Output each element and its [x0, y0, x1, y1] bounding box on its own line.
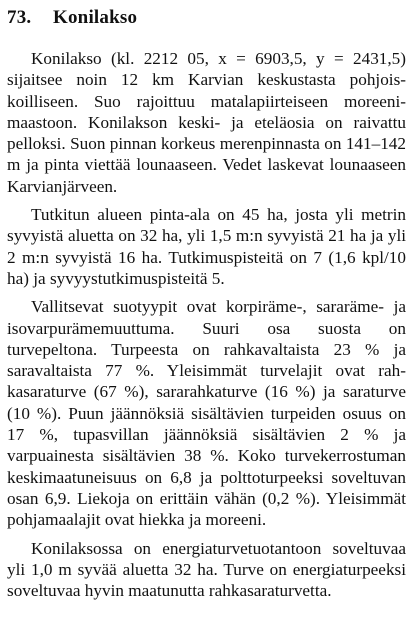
section-body — [7, 48, 406, 601]
paragraph-area: Tutkitun alueen pinta-ala on 45 ha, josta yli metrin syvyistä aluetta on 32 ha, yli 1,5 m:n syvyistä 21 ha ja yli 2 m:n syvyistä 16 ha. Tutkimuspisteitä on 7 (1,6 kpl/10 ha) ja syvyystutkimuspisteitä 5. — [7, 205, 406, 288]
section-number: 73. — [7, 7, 32, 28]
paragraph-peat-types: Vallitsevat suotyypit ovat korpiräme-, sararäme- ja isovarpurämemuuttuma. Suuri osa suosta on turvepeltona. Turpeesta on rahkavaltaista 23 % ja saravaltaista 77 %. Yleisimmät turvelajit ovat rahkasaraturve (67 %), sararahkaturve (16 %) ja saraturve (10 %). Puun jäännöksiä sisältävien turpeiden osuus on 17 %, tupasvillan jäännöksiä sisältävien 2 % ja varpuainesta sisältävien 38 %. Koko turvekerrostuman keskimaatuneisuus on 6,8 ja polttoturpeeksi soveltuvan osan 6,9. Liekoja on erittäin vähän (0,2 %). Yleisimmät pohjamaalajit ovat hiekka ja moreeni. — [7, 297, 406, 530]
section-title: Konilakso — [53, 7, 138, 28]
section-heading — [7, 2, 137, 34]
paragraph-energy-peat: Konilaksossa on energiaturvetuotantoon soveltuvaa yli 1,0 m syvää aluetta 32 ha. Turve on energiaturpeeksi soveltuvaa hyvin maatunutta rahkasaraturvetta. — [7, 538, 406, 601]
paragraph-location: Konilakso (kl. 2212 05, x = 6903,5, y = 2431,5) sijaitsee noin 12 km Karvian keskustasta pohjoiskoilliseen. Suo rajoittuu matalapiirteiseen moreenimaastoon. Konilakson keski- ja eteläosia on raivattu pelloksi. Suon pinnan korkeus merenpinnasta on 141–142 m ja pinta viettää lounaaseen. Vedet laskevat lounaaseen Karvianjärveen. — [7, 49, 406, 196]
